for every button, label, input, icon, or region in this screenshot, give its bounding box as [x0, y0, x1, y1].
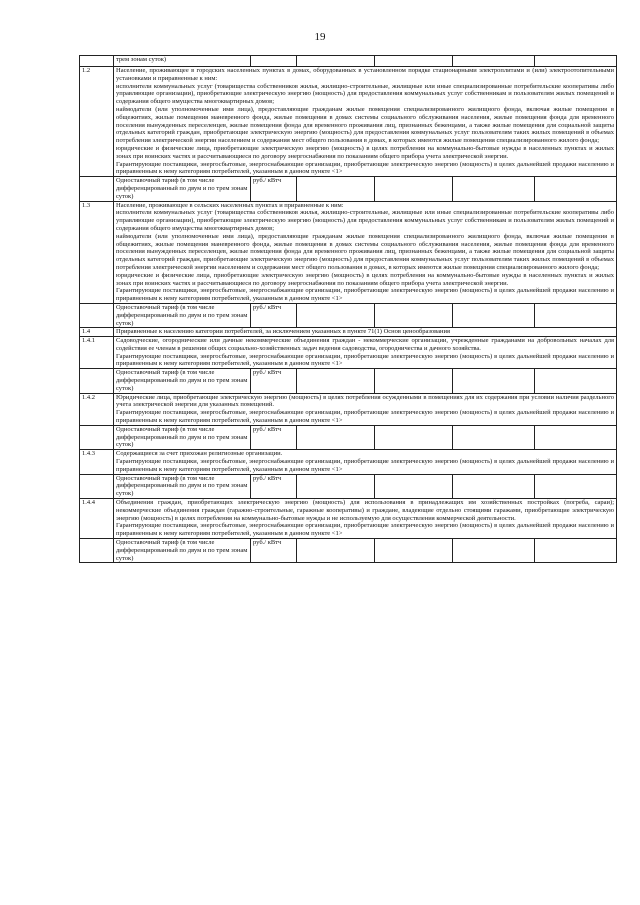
row-number: 1.4.4 [80, 499, 114, 539]
table-row-fragment [80, 56, 617, 67]
paragraph: Гарантирующие поставщики, энергосбытовые, энергоснабжающие организации, приобретающие электрическую энергию (мощность) в целях дальнейшей продажи населению и приравненным к нему категориям потребителей, указанным в данном пункте <1> [116, 287, 614, 303]
paragraph: исполнители коммунальных услуг (товарищества собственников жилья, жилищно-строительные, жилищные или иные специализированные потребительские кооперативы либо управляющие организации), приобретающие электрическую энергию (мощность) для предоставления коммунальных услуг собственникам и пользователям жилых помещений и содержания общего имущества многоквартирных домов; [116, 209, 614, 232]
table-row [80, 393, 617, 425]
unit-cell: руб./ кВтч [251, 474, 297, 498]
tariff-label: Одноставочный тариф (в том числе дифференцированный по двум и по трем зонам суток) [114, 474, 251, 498]
table-row [80, 337, 617, 369]
tariff-row [80, 369, 617, 393]
paragraph: юридические и физические лица, приобретающие электрическую энергию (мощность) в целях потребления на коммунально-бытовые нужды в населенных пунктах и жилых зонах при воинских частях и рассчитывающиеся по договору энергоснабжения по показаниям общего прибора учета электрической энергии. [116, 271, 614, 287]
paragraph: юридические и физические лица, приобретающие электрическую энергию (мощность) в целях потребления на коммунально-бытовые нужды в населенных пунктах и жилых зонах при воинских частях и рассчитывающиеся по договору энергоснабжения по показаниям общего прибора учета электрической энергии. [116, 144, 614, 160]
paragraph: Гарантирующие поставщики, энергосбытовые, энергоснабжающие организации, приобретающие электрическую энергию (мощность) в целях дальнейшей продажи населению и приравненным к нему категориям потребителей, указанным в данном пункте <1> [116, 352, 614, 368]
paragraph: наймодатели (или уполномоченные ими лица), предоставляющие гражданам жилые помещения специализированного жилищного фонда, включая жилые помещения в общежитиях, жилые помещения маневренного фонда, жилые помещения в домах системы социального обслуживания населения, жилые помещения фонда для временного поселения вынужденных переселенцев, жилые помещения фонда для временного проживания лиц, признанных беженцами, а также жилые помещения для социальной защиты отдельных категорий граждан, приобретающие электрическую энергию (мощность) для предоставления коммунальных услуг пользователям таких жилых помещений в объемах потребления электрической энергии населением и содержания мест общего пользования в домах, в которых имеются жилые помещения специализированного жилого фонда; [116, 232, 614, 271]
unit-cell: руб./ кВтч [251, 369, 297, 393]
unit-cell: руб./ кВтч [251, 539, 297, 563]
row-description [114, 499, 617, 539]
row-number: 1.2 [80, 67, 114, 177]
paragraph: Население, проживающее в сельских населенных пунктах и приравненные к ним: [116, 201, 344, 209]
tariff-row [80, 303, 617, 327]
row-number: 1.3 [80, 201, 114, 303]
paragraph: наймодатели (или уполномоченные ими лица), предоставляющие гражданам жилые помещения специализированного жилищного фонда, включая жилые помещения в общежитиях, жилые помещения маневренного фонда, жилые помещения в домах системы социального обслуживания населения, жилые помещения фонда для временного поселения вынужденных переселенцев, жилые помещения фонда для временного проживания лиц, признанных беженцами, а также жилые помещения для социальной защиты отдельных категорий граждан, приобретающие электрическую энергию (мощность) для предоставления коммунальных услуг пользователям таких жилых помещений в объемах потребления электрической энергии населением и содержания мест общего пользования в домах, в которых имеются жилые помещения специализированного жилого фонда; [116, 105, 614, 145]
row-number: 1.4.1 [80, 337, 114, 369]
tariff-label: Одноставочный тариф (в том числе дифференцированный по двум и по трем зонам суток) [114, 177, 251, 201]
paragraph: Гарантирующие поставщики, энергосбытовые, энергоснабжающие организации, приобретающие электрическую энергию (мощность) в целях дальнейшей продажи населению и приравненным к нему категориям потребителей, указанным в данном пункте <1> [116, 409, 614, 425]
paragraph: Содержащиеся за счет прихожан религиозные организации. [116, 450, 283, 458]
paragraph: Юридические лица, приобретающие электрическую энергию (мощность) в целях потребления осужденными в помещениях для их содержания при условии наличия раздельного учета электрической энергии для указанных помещений. [116, 393, 614, 409]
row-number: 1.4.3 [80, 450, 114, 474]
tariff-row [80, 177, 617, 201]
table-row [80, 328, 617, 337]
paragraph: исполнители коммунальных услуг (товарищества собственников жилья, жилищно-строительные, жилищные или иные специализированные потребительские кооперативы либо управляющие организации), приобретающие электрическую энергию (мощность) для предоставления коммунальных услуг собственникам и пользователям жилых помещений и содержания общего имущества многоквартирных домов; [116, 82, 614, 106]
tariff-label: Одноставочный тариф (в том числе дифференцированный по двум и по трем зонам суток) [114, 539, 251, 563]
tariff-label: Одноставочный тариф (в том числе дифференцированный по двум и по трем зонам суток) [114, 425, 251, 449]
tariff-table [79, 55, 617, 563]
page-number: 19 [314, 31, 326, 43]
row-description [114, 201, 617, 303]
row-description [114, 450, 617, 474]
tariff-row [80, 425, 617, 449]
paragraph: Гарантирующие поставщики, энергосбытовые, энергоснабжающие организации, приобретающие электрическую энергию (мощность) в целях дальнейшей продажи населению и приравненным к нему категориям потребителей, указанным в данном пункте <1> [116, 522, 614, 538]
unit-cell: руб./ кВтч [251, 177, 297, 201]
paragraph: Гарантирующие поставщики, энергосбытовые, энергоснабжающие организации, приобретающие электрическую энергию (мощность) в целях дальнейшей продажи населению и приравненным к нему категориям потребителей, указанным в данном пункте <1> [116, 160, 614, 176]
table-row [80, 499, 617, 539]
tariff-label: трем зонам суток) [114, 56, 251, 67]
row-number: 1.4 [80, 328, 114, 337]
paragraph: Садоводческие, огороднические или дачные некоммерческие объединения граждан - некоммерческие организации, учрежденные гражданами на добровольных началах для содействия ее членам в решении общих социально-хозяйственных задач ведения садоводства, огородничества и дачного хозяйства. [116, 337, 614, 352]
unit-cell: руб./ кВтч [251, 425, 297, 449]
section-heading: Приравненные к населению категории потребителей, за исключением указанных в пункте 71(1) Основ ценообразования [114, 328, 617, 337]
table-row [80, 67, 617, 177]
row-description [114, 393, 617, 425]
unit-cell: руб./ кВтч [251, 303, 297, 327]
tariff-label: Одноставочный тариф (в том числе дифференцированный по двум и по трем зонам суток) [114, 369, 251, 393]
tariff-row [80, 474, 617, 498]
tariff-row [80, 539, 617, 563]
table-row [80, 450, 617, 474]
paragraph: Объединения граждан, приобретающих электрическую энергию (мощность) для использования в принадлежащих им хозяйственных постройках (погреба, сараи); некоммерческие объединения граждан (гаражно-строительные, гаражные кооперативы) и граждане, владеющие отдельно стоящими гаражами, приобретающие электрическую энергию (мощность) в целях потребления на коммунально-бытовые нужды и не используемую для осуществления коммерческой деятельности. [116, 499, 614, 522]
table-row [80, 201, 617, 303]
tariff-label: Одноставочный тариф (в том числе дифференцированный по двум и по трем зонам суток) [114, 303, 251, 327]
row-number: 1.4.2 [80, 393, 114, 425]
row-description [114, 337, 617, 369]
paragraph: Население, проживающее в городских населенных пунктах в домах, оборудованных в установленном порядке стационарными электроплитами и (или) электроотопительными установками и приравненные к ним: [116, 67, 614, 82]
paragraph: Гарантирующие поставщики, энергосбытовые, энергоснабжающие организации, приобретающие электрическую энергию (мощность) в целях дальнейшей продажи населению и приравненным к нему категориям потребителей, указанным в данном пункте <1> [116, 458, 614, 473]
row-description [114, 67, 617, 177]
